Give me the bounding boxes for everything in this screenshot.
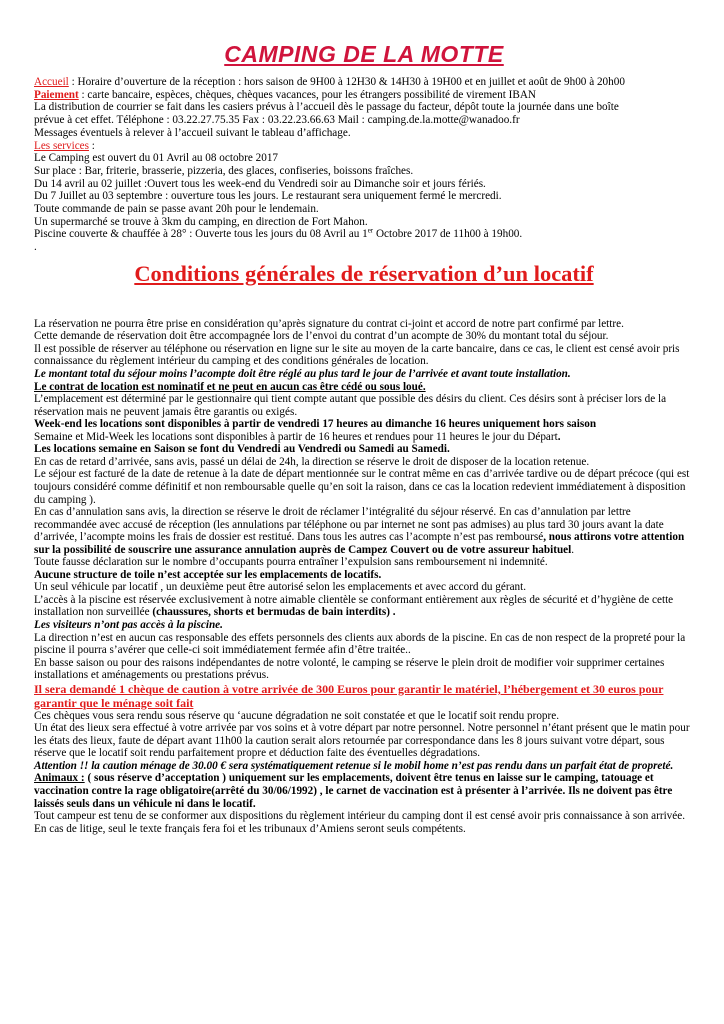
condition-text: En cas d’annulation sans avis, la direction se réserve le droit de réclamer l’intégralité du séjour réservé. En cas d’annulation par lettre recommandée avec accusé de réception (les annulations par téléphone ou par internet ne sont pas admises) au plus tard 30 jours avant la date d’arrivée, l’acompte moins les frais de dossier est restitué. Dans tous les autres cas l’acompte n’est pas remboursé (34, 506, 664, 544)
condition-text-bold: , nous attirons votre attention sur la possibilité de souscrire une assurance annulation auprès de Campez Couvert ou de votre assureur habituel (34, 531, 685, 556)
condition-paragraph (34, 506, 694, 556)
paiement-paragraph (34, 89, 694, 102)
piscine-line (34, 228, 694, 241)
condition-paragraph: Tout campeur est tenu de se conformer aux dispositions du règlement intérieur du camping dont il est censé avoir pris connaissance à son arrivée. En cas de litige, seul le texte français fera foi et les tribunaux d’Amiens seront seuls compétents. (34, 810, 685, 835)
accueil-label: Accueil (34, 76, 69, 88)
condition-text: . (557, 430, 561, 443)
piscine-sup: er (367, 226, 374, 235)
animaux-text: ( sous réserve d’acceptation ) uniquement sur les emplacements, doivent être tenus en laisse sur le camping, tatouage et vaccination contre la rage obligatoire(arrêté du 30/06/1992) , le carnet de vaccination est à présenter à l’arrivée. Ils ne doivent pas être laissés seuls dans un véhicule ni dans le locatif. (34, 772, 673, 810)
condition-paragraph: Un état des lieux sera effectué à votre arrivée par vos soins et à votre départ par notre personnel. Notre personnel n’étant présent que le matin pour les états des lieux, faute de départ avant 11h00 la caution serait alors retournée par correspondance dans les 8 jours suivant votre départ, sous réserve que le locatif soit rendu parfaitement propre et déduction faite des éventuelles dégradations. (34, 722, 690, 760)
services-colon: : (88, 139, 95, 152)
services-line: Du 7 Juillet au 03 septembre : ouverture tous les jours. Le restaurant sera uniquement fermé le mercredi. (34, 190, 502, 203)
condition-paragraph: Cette demande de réservation doit être accompagnée lors de l’envoi du contrat d’un acompte de 30% du montant total du séjour. (34, 330, 609, 343)
caution-notice: Il sera demandé 1 chèque de caution à votre arrivée de 300 Euros pour garantir le matériel, l’hébergement et 30 euros pour garantir que le ménage soit fait (34, 681, 664, 710)
services-line: Un supermarché se trouve à 3km du camping, en direction de Fort Mahon. (34, 215, 368, 228)
condition-paragraph: L’emplacement est déterminé par le gestionnaire qui tient compte autant que possible des désirs du client. Ces désirs sont à préciser lors de la réservation mais ne peuvent jamais être garantis ou exigés. (34, 393, 667, 418)
info-section (34, 76, 694, 254)
paiement-label: Paiement (34, 88, 79, 101)
page-title: CAMPING DE LA MOTTE (224, 41, 504, 67)
condition-paragraph: Toute fausse déclaration sur le nombre d’occupants pourra entraîner l’expulsion sans remboursement ni indemnité. (34, 556, 548, 569)
courrier-line-1: La distribution de courrier se fait dans les casiers prévus à l’accueil dès le passage du facteur, dépôt toute la journée dans une boîte (34, 101, 619, 114)
conditions-section (34, 318, 694, 835)
condition-paragraph: Les visiteurs n’ont pas accès à la piscine. (34, 618, 223, 631)
condition-text: Semaine et Mid-Week les locations sont disponibles à partir de 16 heures et rendues pour 11 heures le jour du Départ (34, 430, 558, 443)
condition-paragraph: Il est possible de réserver au téléphone ou réservation en ligne sur le site au moyen de la carte bancaire, dans ce cas, le client est censé avoir pris connaissance du règlement intérieur du camping et des conditions générales de location. (34, 342, 680, 368)
services-line: Toute commande de pain se passe avant 20h pour le lendemain. (34, 203, 319, 216)
condition-paragraph: Les locations semaine en Saison se font du Vendredi au Vendredi ou Samedi au Samedi. (34, 443, 450, 456)
accueil-paragraph (34, 76, 694, 89)
services-heading (34, 140, 694, 153)
condition-paragraph: Un seul véhicule par locatif , un deuxième peut être autorisé selon les emplacements et avec accord du gérant. (34, 581, 527, 594)
condition-paragraph: Ces chèques vous sera rendu sous réserve qu ‘aucune dégradation ne soit constatée et que le locatif soit rendu propre. (34, 709, 560, 722)
document-page (34, 40, 694, 835)
condition-paragraph: Le contrat de location est nominatif et ne peut en aucun cas être cédé ou sous loué. (34, 380, 426, 393)
condition-paragraph: Le séjour est facturé de la date de retenue à la date de départ mentionnée sur le contrat même en cas d’arrivée tardive ou de départ précoce (qui est toujours considéré comme définitif et non remboursable quelle qu’en soit la raison, dans ce cas la location redevient immédiatement à disposition du camping ). (34, 468, 690, 506)
piscine-text-b: Octobre 2017 de 11h00 à 19h00. (373, 228, 523, 241)
services-line: Le Camping est ouvert du 01 Avril au 08 octobre 2017 (34, 152, 279, 165)
condition-paragraph (34, 594, 694, 619)
services-line: Sur place : Bar, friterie, brasserie, pizzeria, des glaces, confiseries, boissons fraîches. (34, 164, 414, 177)
messages-line: Messages éventuels à relever à l’accueil suivant le tableau d’affichage. (34, 126, 351, 139)
condition-paragraph: Week-end les locations sont disponibles à partir de vendredi 17 heures au dimanche 16 heures uniquement hors saison (34, 418, 597, 431)
services-line: Du 14 avril au 02 juillet :Ouvert tous les week-end du Vendredi soir au Dimanche soir et jours fériés. (34, 177, 486, 190)
condition-paragraph: La direction n’est en aucun cas responsable des effets personnels des clients aux abords de la piscine. En cas de non respect de la propreté pour la piscine il pourra s’avérer que celle-ci soit immédiatement fermée afin d’être traitée.. (34, 631, 686, 657)
condition-text: L’accès à la piscine est réservée exclusivement à notre aimable clientèle se conformant entièrement aux règles de sécurité et d’hygiène de cette installation non surveillée (34, 593, 674, 619)
courrier-line-2: prévue à cet effet. Téléphone : 03.22.27.75.35 Fax : 03.22.23.66.63 Mail : camping.de.la.motte@wanadoo.fr (34, 114, 520, 127)
condition-paragraph: Le montant total du séjour moins l’acompte doit être réglé au plus tard le jour de l’arrivée et avant toute installation. (34, 368, 571, 381)
piscine-text-a: Piscine couverte & chauffée à 28° : Ouverte tous les jours du 08 Avril au 1 (34, 228, 368, 241)
animaux-paragraph (34, 772, 694, 810)
condition-text: . (571, 543, 575, 556)
accueil-text: : Horaire d’ouverture de la réception : hors saison de 9H00 à 12H30 & 14H30 à 19H00 et en juillet et août de 9h00 à 20h00 (68, 76, 625, 88)
condition-text-bold: (chaussures, shorts et bermudas de bain interdits) . (152, 606, 396, 619)
conditions-heading: Conditions générales de réservation d’un locatif (134, 260, 594, 286)
separator-dot: . (34, 241, 37, 254)
condition-paragraph: Aucune structure de toile n’est acceptée sur les emplacements de locatifs. (34, 568, 382, 581)
condition-paragraph: En basse saison ou pour des raisons indépendantes de notre volonté, le camping se réserve le plein droit de modifier voir supprimer certaines installations et aménagements ou prestations prévus. (34, 656, 665, 682)
condition-paragraph: En cas de retard d’arrivée, sans avis, passé un délai de 24h, la direction se réserve le droit de disposer de la location retenue. (34, 455, 590, 468)
condition-paragraph: Attention !! la caution ménage de 30.00 € sera systématiquement retenue si le mobil home n’est pas rendu dans un parfait état de propreté. (34, 759, 674, 772)
condition-paragraph: La réservation ne pourra être prise en considération qu’après signature du contrat ci-joint et accord de notre part confirmé par lettre. (34, 317, 624, 330)
paiement-text: : carte bancaire, espèces, chèques, chèques vacances, pour les étrangers possibilité de virement IBAN (78, 88, 536, 101)
animaux-label: Animaux : (34, 772, 85, 785)
services-label: Les services (34, 139, 89, 152)
condition-paragraph (34, 431, 694, 444)
